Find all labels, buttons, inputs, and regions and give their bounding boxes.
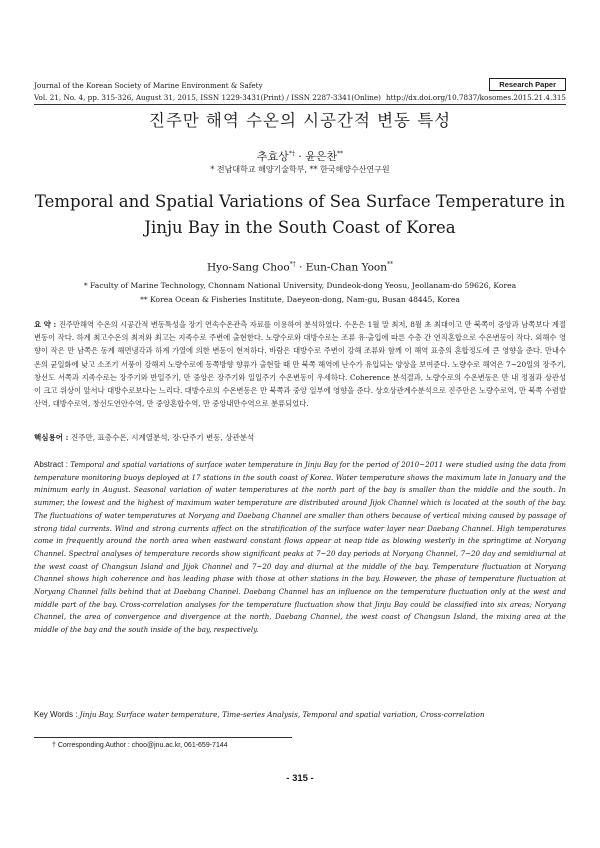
page-number: - 315 - xyxy=(286,773,314,784)
author1-name-en: Hyo-Sang Choo xyxy=(206,261,290,274)
abstract-korean-label: 요 약 : xyxy=(34,320,59,329)
footnote-rule xyxy=(34,737,292,738)
author2-mark-ko: ** xyxy=(337,150,344,158)
footnote-text: Corresponding Author : choo@jnu.ac.kr, 061-659-7144 xyxy=(55,742,228,749)
author1-mark-ko: *† xyxy=(288,150,295,158)
doi-link[interactable]: http://dx.doi.org/10.7837/kosomes.2015.21.4.315 xyxy=(386,93,566,102)
abstract-korean-text: 진주만해역 수온의 시공간적 변동특성을 장기 연속수온관측 자료를 이용하여 분석하였다. 수온은 1월 말 최저, 8월 초 최대이고 만 북쪽이 중앙과 남쪽보다 계절변동이 작다. 하계 최고수온의 최저와 최고는 지족수로 주변에 출현한다. 노량수로와 대방수로는 조류 유·출입에 따른 수층 간 연직혼합으로 수온변동이 작다. 외해수 영향이 작은 만 남쪽은 동계 해면냉각과 하계 가열에 의한 변동이 현저하다. 바람은 대방수로 주변이 강해 조류와 함께 이 해역 표층의 혼합정도에 큰 영향을 준다. 만내수온의 균일화에 낮고 소조기 서풍이 강해져 노량수로에 동쪽방향 향류가 출현할 때 만 북쪽 해역에 난수가 유입되는 양상을 보여준다. 노량수로 해역은 7~20일의 장주기, 창선도 서쪽과 지족수로는 장주기와 반일주기, 만 중앙은 장주기와 일일주기 수온변동이 우세하다. Coherence 분석결과, 노량수로의 수온변동은 만 내 정점과 상관성이 크고 위상이 앞서나 대방수로보다는 느리다. 대방수로의 수온변동은 만 북쪽과 중앙 일부에 영향을 준다. 상호상관계수분석으로 진주만은 노량수로역, 만 북쪽 수렴발산역, 대방수로역, 창선도연안수역, 만 중앙혼합수역, 만 중앙내만수역으로 분류되었다. xyxy=(34,320,566,409)
title-english: Temporal and Spatial Variations of Sea Surface Temperature in Jinju Bay in the South Coast of Korea xyxy=(34,192,566,237)
keywords-korean xyxy=(34,432,254,443)
affiliation-line-1: * Faculty of Marine Technology, Chonnam National University, Dundeok-dong Yeosu, Jeollanam-do 59626, Korea xyxy=(83,281,517,290)
keywords-english xyxy=(34,710,485,719)
affiliations-english xyxy=(0,279,600,307)
authors-korean xyxy=(0,148,600,164)
affiliations-korean: * 전남대학교 해양기술학부, ** 한국해양수산연구원 xyxy=(210,165,390,174)
abstract-english xyxy=(34,459,566,637)
keywords-korean-text: 진주만, 표층수온, 시계열분석, 장·단주기 변동, 상관분석 xyxy=(70,433,255,442)
author1-name-ko: 추효상 xyxy=(256,150,289,163)
abstract-english-text: Temporal and spatial variations of surface water temperature in Jinju Bay for the period of 2010~2011 were studied using the data from temperature monitoring buoys deployed at 17 stations in the south coast of Korea. Water temperature shows the maximum late in January and the minimum early in August. Seasonal variation of water temperatures at the north part of the bay is smaller than the middle and the south. In summer, the lowest and the highest of maximum water temperature are distributed around Jijok Channel which is located at the south of the bay. The fluctuations of water temperatures at Noryang and Daebang Channel are smaller than others because of vertical mixing caused by passage of strong tidal currents. Wind and strong currents affect on the stratification of the surface water layer near Daebang Channel. High temperatures come in frequently around the north area when eastward constant flows appear at neap tide as blowing westerly in the springtime at Noryang Channel. Spectral analyses of temperature records show significant peaks at 7~20 day periods at Noryang Channel, 7~20 day and semidiurnal at the west coast of Changsun Island and Jijok Channel and 7~20 day and diurnal at the middle of the bay. Temperature fluctuation at Noryang Channel shows high coherence and has leading phase with those at other stations in the bay. However, the phase of temperature fluctuation at Noryang Channel falls behind that at Daebang Channel. Daebang Channel has an influence on the temperature fluctuation only at the west and middle part of the bay. Cross-correlation analyses for the temperature fluctuation show that Jinju Bay could be classified into six areas; Noryang Channel, the area of convergence and divergence at the north, Daebang Channel, the west coast of Changsun Island, the mixing area at the middle of the bay and the south inside of the bay, respectively. xyxy=(34,460,566,635)
keywords-korean-label: 핵심용어 : xyxy=(34,433,71,442)
title-korean: 진주만 해역 수온의 시공간적 변동 특성 xyxy=(148,111,452,130)
author1-mark-en: *† xyxy=(289,261,296,268)
article-type-badge: Research Paper xyxy=(489,78,566,91)
abstract-english-label: Abstract : xyxy=(34,460,71,469)
dagger-mark: † xyxy=(52,742,56,749)
authors-english xyxy=(0,261,600,274)
author2-name-en: Eun-Chan Yoon xyxy=(305,261,388,274)
volume-info: Vol. 21, No. 4, pp. 315-326, August 31, 2015, ISSN 1229-3431(Print) / ISSN 2287-3341(Online) xyxy=(34,93,381,102)
keywords-english-label: Key Words : xyxy=(34,710,80,719)
author-separator-ko: · xyxy=(294,150,306,163)
abstract-korean xyxy=(34,318,566,410)
corresponding-author-footnote xyxy=(52,742,228,749)
author-separator-en: · xyxy=(295,261,306,274)
author2-name-ko: 윤은찬 xyxy=(305,150,338,163)
journal-name: Journal of the Korean Society of Marine Environment & Safety xyxy=(34,81,263,90)
keywords-english-text: Jinju Bay, Surface water temperature, Time-series Analysis, Temporal and spatial variation, Cross-correlation xyxy=(79,710,485,719)
header-rule xyxy=(34,104,566,105)
affiliation-line-2: ** Korea Ocean & Fisheries Institute, Daeyeon-dong, Nam-gu, Busan 48445, Korea xyxy=(140,295,460,304)
author2-mark-en: ** xyxy=(387,261,394,268)
